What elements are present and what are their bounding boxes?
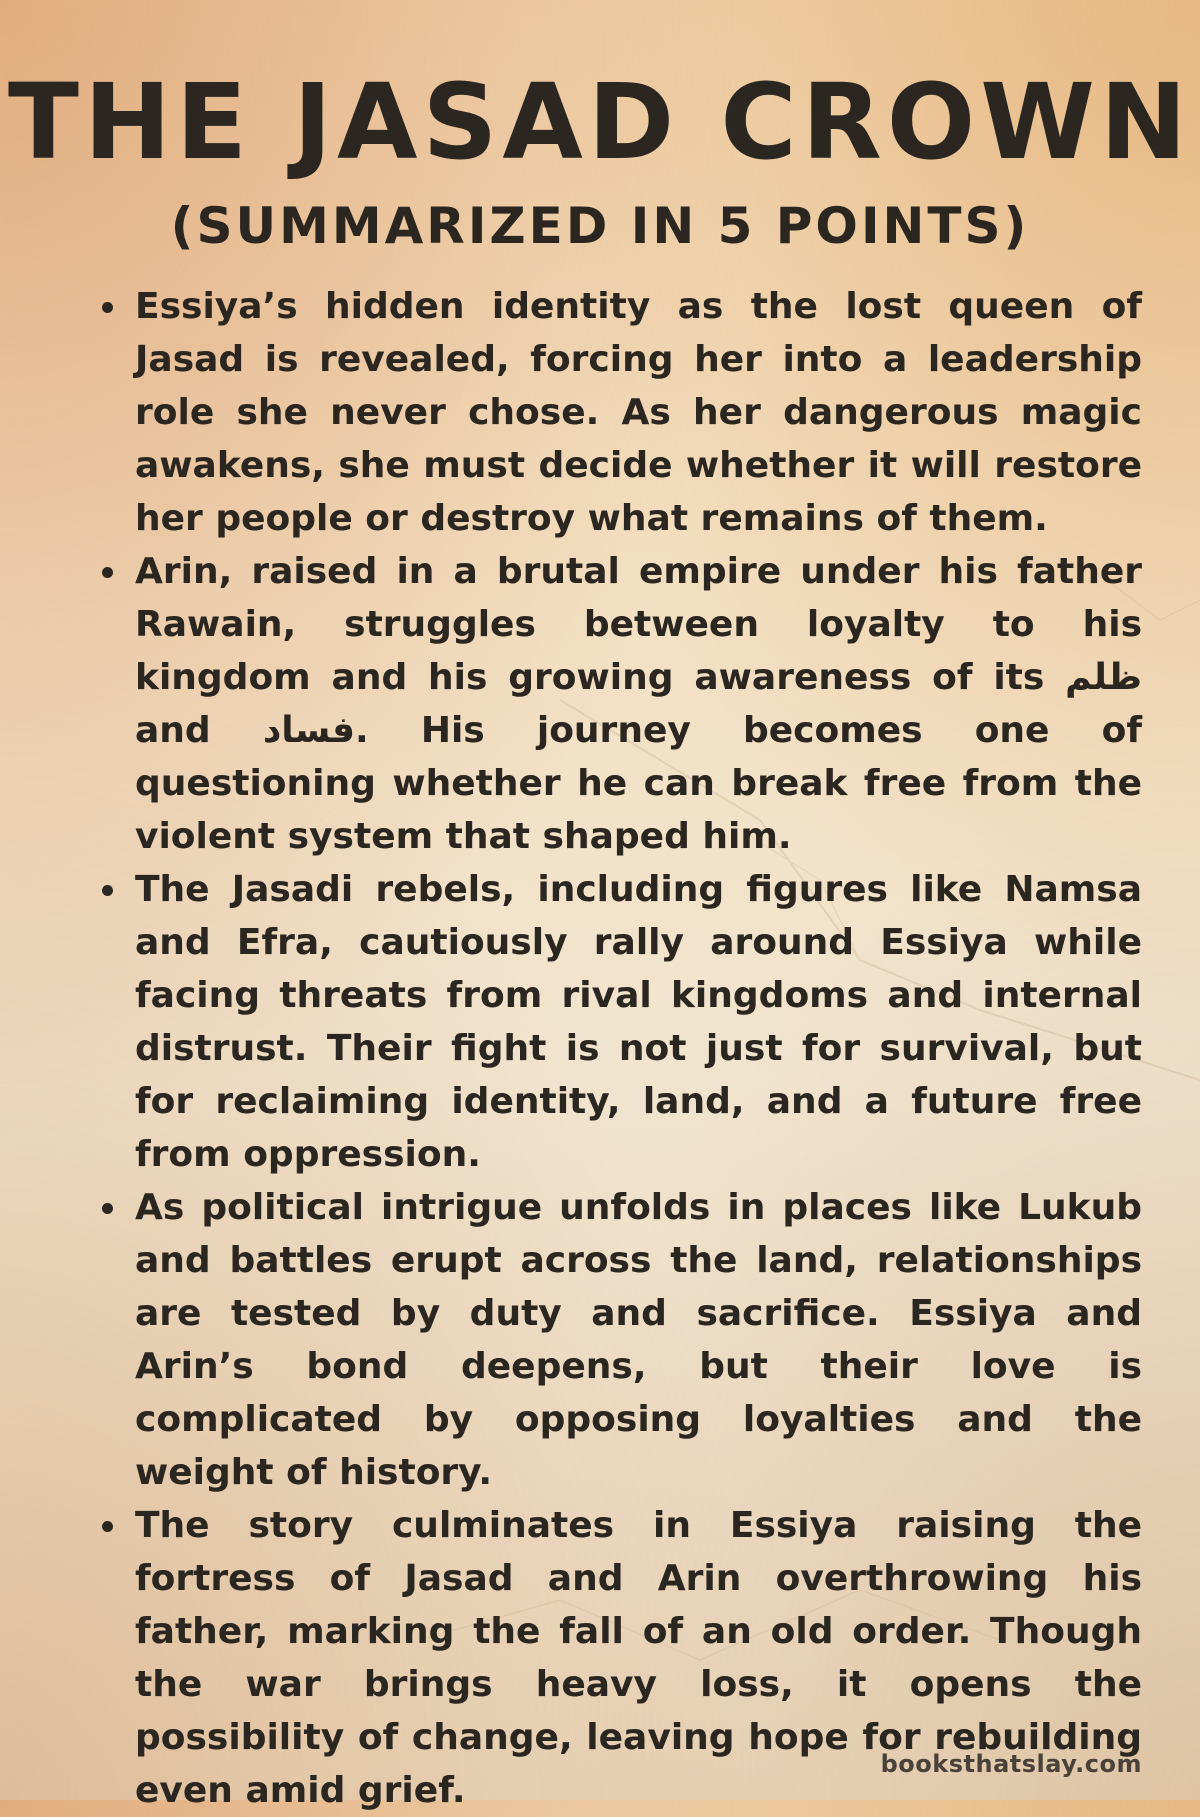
bullet-icon (102, 567, 113, 578)
summary-point-text: Essiya’s hidden identity as the lost queen of Jasad is revealed, forcing her into a leadership role she never chose. As her dangerous magic awakens, she must decide whether it will restore her people or destroy what remains of them. (135, 286, 1142, 539)
summary-point-text: Arin, raised in a brutal empire under his father Rawain, struggles between loyalty to his kingdom and his growing awareness of its ظلم and فساد. His journey becomes one of questioning whether he can break free from the violent system that shaped him. (135, 551, 1142, 857)
bullet-icon (102, 1521, 113, 1532)
website-credit: booksthatslay.com (880, 1750, 1142, 1778)
summary-point-3 (97, 863, 1142, 1181)
summary-points-list (97, 280, 1142, 1817)
page-title: THE JASAD CROWN (8, 61, 1192, 183)
summary-point-text: The story culminates in Essiya raising the fortress of Jasad and Arin overthrowing his father, marking the fall of an old order. Though the war brings heavy loss, it opens the possibility of change, leaving hope for rebuilding even amid grief. (135, 1505, 1142, 1811)
summary-point-text: The Jasadi rebels, including figures like Namsa and Efra, cautiously rally around Essiya while facing threats from rival kingdoms and internal distrust. Their fight is not just for survival, but for reclaiming identity, land, and a future free from oppression. (135, 869, 1142, 1175)
bullet-icon (102, 885, 113, 896)
bullet-icon (102, 1203, 113, 1214)
summary-point-2 (97, 545, 1142, 863)
summary-point-4 (97, 1181, 1142, 1499)
summary-point-1 (97, 280, 1142, 545)
bullet-icon (102, 302, 113, 313)
page-subtitle: (SUMMARIZED IN 5 POINTS) (170, 197, 1030, 255)
summary-point-text: As political intrigue unfolds in places like Lukub and battles erupt across the land, relationships are tested by duty and sacrifice. Essiya and Arin’s bond deepens, but their love is complicated by opposing loyalties and the weight of history. (135, 1187, 1142, 1493)
